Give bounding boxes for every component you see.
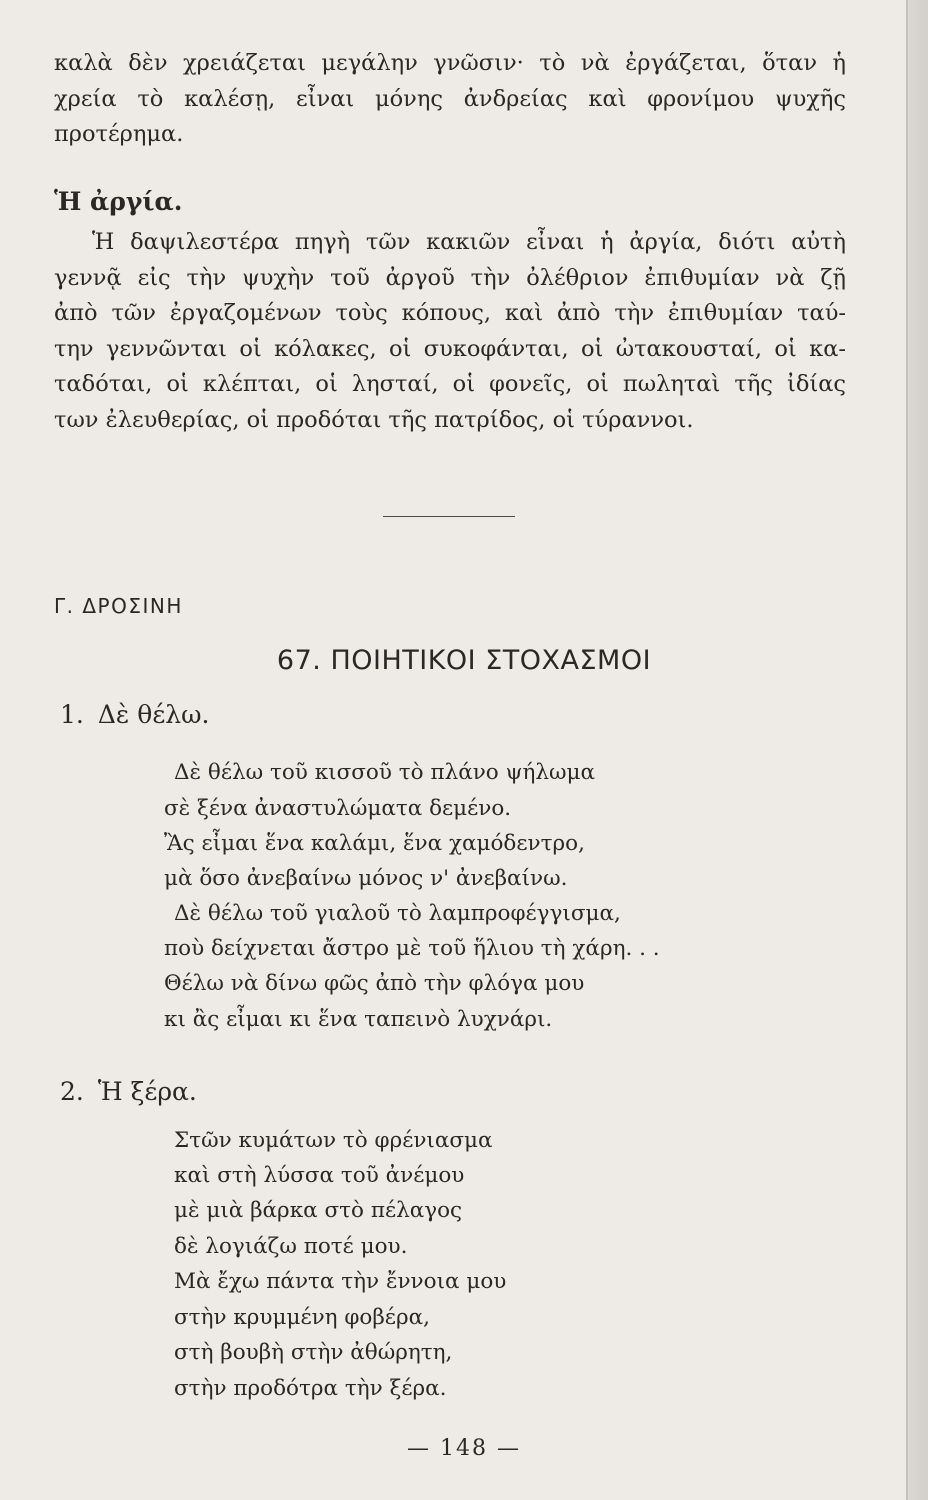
section-line: γεννᾷ εἰς τὴν ψυχὴν τοῦ ἀργοῦ τὴν ὀλέθριον ἐπιθυμίαν νὰ ζῇ xyxy=(54,264,846,291)
poem-line: Δὲ θέλω τοῦ γιαλοῦ τὸ λαμπροφέγγισμα, xyxy=(174,901,621,926)
intro-paragraph xyxy=(54,46,846,153)
intro-line: χρεία τὸ καλέσῃ, εἶναι μόνης ἀνδρείας καὶ φρονίμου ψυχῆς xyxy=(54,85,846,112)
section-line: ταδόται, οἱ κλέπται, οἱ λησταί, οἱ φονεῖς, οἱ πωληταὶ τῆς ἰδίας xyxy=(54,371,846,398)
poem-line: Ἂς εἶμαι ἕνα καλάμι, ἕνα χαμόδεντρο, xyxy=(164,831,585,856)
author-name: Γ. ΔΡΟΣΙΝΗ xyxy=(54,594,183,618)
section-heading: Ἡ ἀργία. xyxy=(54,187,183,216)
poem-title: Δὲ θέλω. xyxy=(97,700,210,729)
poem-line: στὴν προδότρα τὴν ξέρα. xyxy=(174,1376,447,1401)
page-number: — 148 — xyxy=(407,1436,521,1461)
poem-line: Δὲ θέλω τοῦ κισσοῦ τὸ πλάνο ψήλωμα xyxy=(174,760,595,785)
poem-line: κι ἂς εἶμαι κι ἕνα ταπεινὸ λυχνάρι. xyxy=(164,1007,553,1032)
poem-line: στὴ βουβὴ στὴν ἀθώρητη, xyxy=(174,1340,453,1365)
poem-number: 1. xyxy=(60,700,84,729)
poem-heading xyxy=(60,700,209,729)
poem-line: Θέλω νὰ δίνω φῶς ἀπὸ τὴν φλόγα μου xyxy=(164,971,585,996)
intro-line: καλὰ δὲν χρειάζεται μεγάλην γνῶσιν· τὸ νὰ ἐργάζεται, ὅταν ἡ xyxy=(54,50,846,76)
section-line: των ἐλευθερίας, οἱ προδόται τῆς πατρίδος, οἱ τύραννοι. xyxy=(54,406,694,433)
poem-line: μὰ ὅσο ἀνεβαίνω μόνος ν' ἀνεβαίνω. xyxy=(164,866,568,891)
poem-line: Στῶν κυμάτων τὸ φρένιασμα xyxy=(174,1128,493,1153)
section-line: Ἡ δαψιλεστέρα πηγὴ τῶν κακιῶν εἶναι ἡ ἀργία, διότι αὐτὴ xyxy=(92,229,846,255)
section-line: ἀπὸ τῶν ἐργαζομένων τοὺς κόπους, καὶ ἀπὸ τὴν ἐπιθυμίαν ταύ- xyxy=(54,300,846,327)
poem-line: δὲ λογιάζω ποτέ μου. xyxy=(174,1234,408,1259)
poem-line: σὲ ξένα ἀναστυλώματα δεμένο. xyxy=(164,796,512,821)
intro-line: προτέρημα. xyxy=(54,121,184,148)
poem-line: μὲ μιὰ βάρκα στὸ πέλαγος xyxy=(174,1198,463,1223)
poem-title: Ἡ ξέρα. xyxy=(97,1077,197,1106)
poem-line: Μὰ ἔχω πάντα τὴν ἔννοια μου xyxy=(174,1269,507,1294)
poem-line: καὶ στὴ λύσσα τοῦ ἀνέμου xyxy=(174,1163,465,1188)
section-divider xyxy=(383,516,515,517)
poem-line: στὴν κρυμμένη φοβέρα, xyxy=(174,1305,430,1330)
poem-heading xyxy=(60,1077,197,1106)
chapter-title: 67. ΠΟΙΗΤΙΚΟΙ ΣΤΟΧΑΣΜΟΙ xyxy=(276,645,652,676)
poem-number: 2. xyxy=(60,1077,84,1106)
section-paragraph xyxy=(54,225,846,439)
page-edge xyxy=(906,0,928,1500)
poem-line: ποὺ δείχνεται ἄστρο μὲ τοῦ ἥλιου τὴ χάρη. . . xyxy=(164,936,660,961)
section-line: την γεννῶνται οἱ κόλακες, οἱ συκοφάνται, οἱ ὠτακουσταί, οἱ κα- xyxy=(54,335,846,362)
